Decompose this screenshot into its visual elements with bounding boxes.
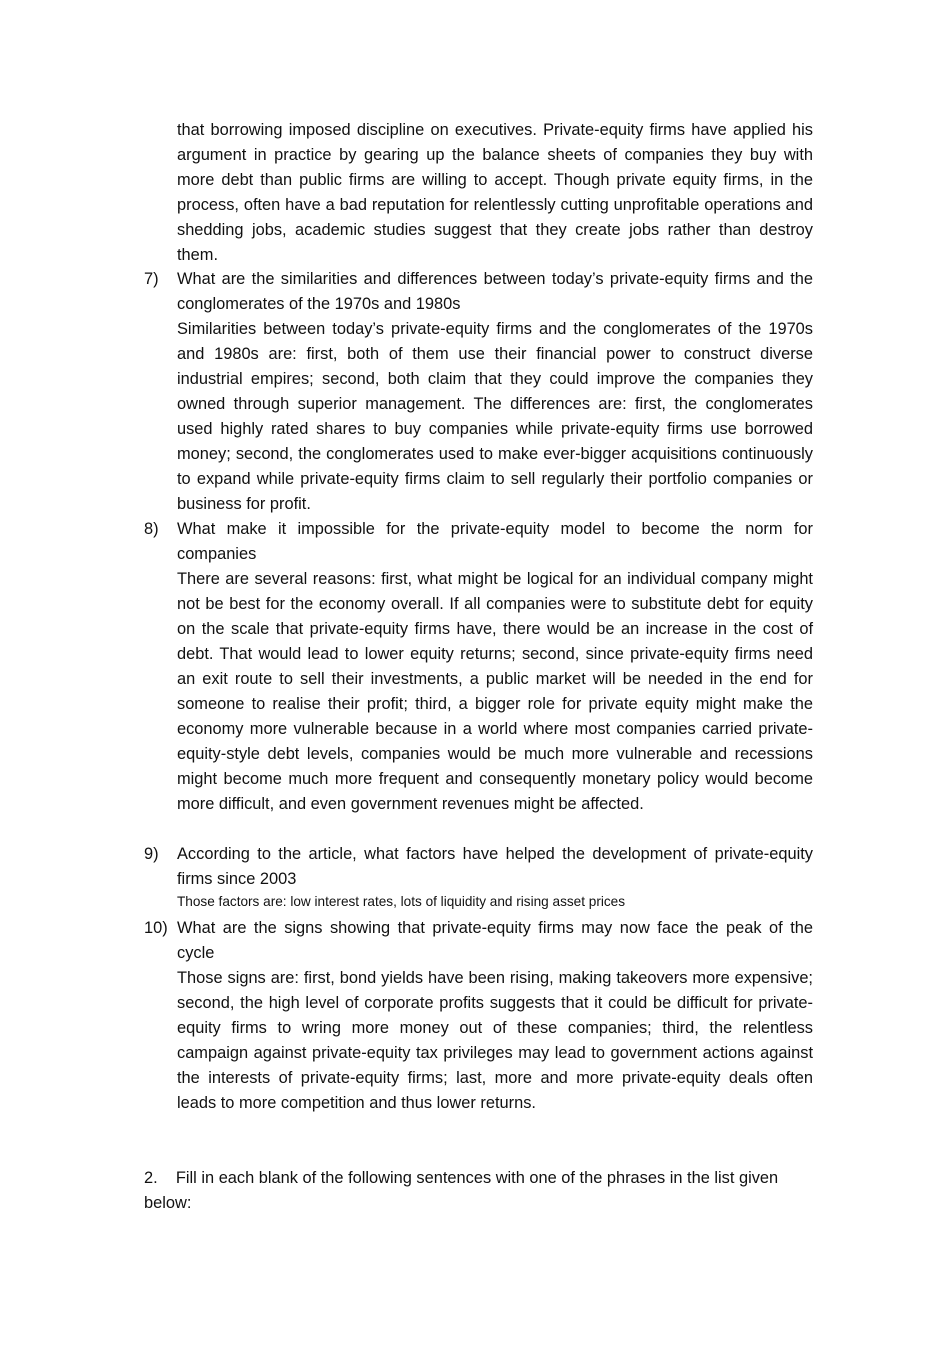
question-10 xyxy=(144,916,813,966)
question-text: What make it impossible for the private-equity model to become the norm for companies xyxy=(177,520,813,563)
section-number: 2. xyxy=(144,1169,158,1187)
question-9 xyxy=(144,842,813,892)
question-8 xyxy=(144,517,813,567)
previous-answer-continuation: that borrowing imposed discipline on executives. Private-equity firms have applied his argument in practice by gearing up the balance sheets of companies they buy with more debt than public firms are willing to accept. Though private equity firms, in the process, often have a bad reputation for relentlessly cutting unprofitable operations and shedding jobs, academic studies suggest that they create jobs rather than destroy them. xyxy=(177,121,813,264)
question-text: What are the similarities and differences between today’s private-equity firms and the conglomerates of the 1970s and 1980s xyxy=(177,270,813,313)
question-number: 8) xyxy=(144,520,159,538)
question-text: What are the signs showing that private-equity firms may now face the peak of the cycle xyxy=(177,919,813,962)
answer-7: Similarities between today’s private-equity firms and the conglomerates of the 1970s and 1980s are: first, both of them use their financial power to construct diverse industrial empires; second, both claim that they could improve the companies they owned through superior management. The differences are: first, the conglomerates used highly rated shares to buy companies while private-equity firms use borrowed money; second, the conglomerates used to make ever-bigger acquisitions continuously to expand while private-equity firms claim to sell regularly their portfolio companies or business for profit. xyxy=(177,320,813,513)
section-2-heading xyxy=(144,1166,813,1216)
question-number: 10) xyxy=(144,919,168,937)
question-number: 9) xyxy=(144,845,159,863)
question-7 xyxy=(144,267,813,317)
section-instruction: Fill in each blank of the following sentences with one of the phrases in the list given below: xyxy=(144,1169,779,1212)
question-text: According to the article, what factors have helped the development of private-equity firms since 2003 xyxy=(177,845,813,888)
question-number: 7) xyxy=(144,270,159,288)
answer-8: There are several reasons: first, what might be logical for an individual company might not be best for the economy overall. If all companies were to substitute debt for equity on the scale that private-equity firms have, there would be an increase in the cost of debt. That would lead to lower equity returns; second, since private-equity firms need an exit route to sell their investments, a public market will be needed in the end for someone to realise their profit; third, a bigger role for private equity might make the economy more vulnerable because in a world where most companies carried private-equity-style debt levels, companies would be much more vulnerable and recessions might become much more frequent and consequently monetary policy would become more difficult, and even government revenues might be affected. xyxy=(177,570,813,813)
answer-10: Those signs are: first, bond yields have been rising, making takeovers more expensive; second, the high level of corporate profits suggests that it could be difficult for private-equity firms to wring more money out of these companies; third, the relentless campaign against private-equity tax privileges may lead to government actions against the interests of private-equity firms; last, more and more private-equity deals often leads to more competition and thus lower returns. xyxy=(177,969,813,1112)
answer-9: Those factors are: low interest rates, lots of liquidity and rising asset prices xyxy=(177,894,626,909)
